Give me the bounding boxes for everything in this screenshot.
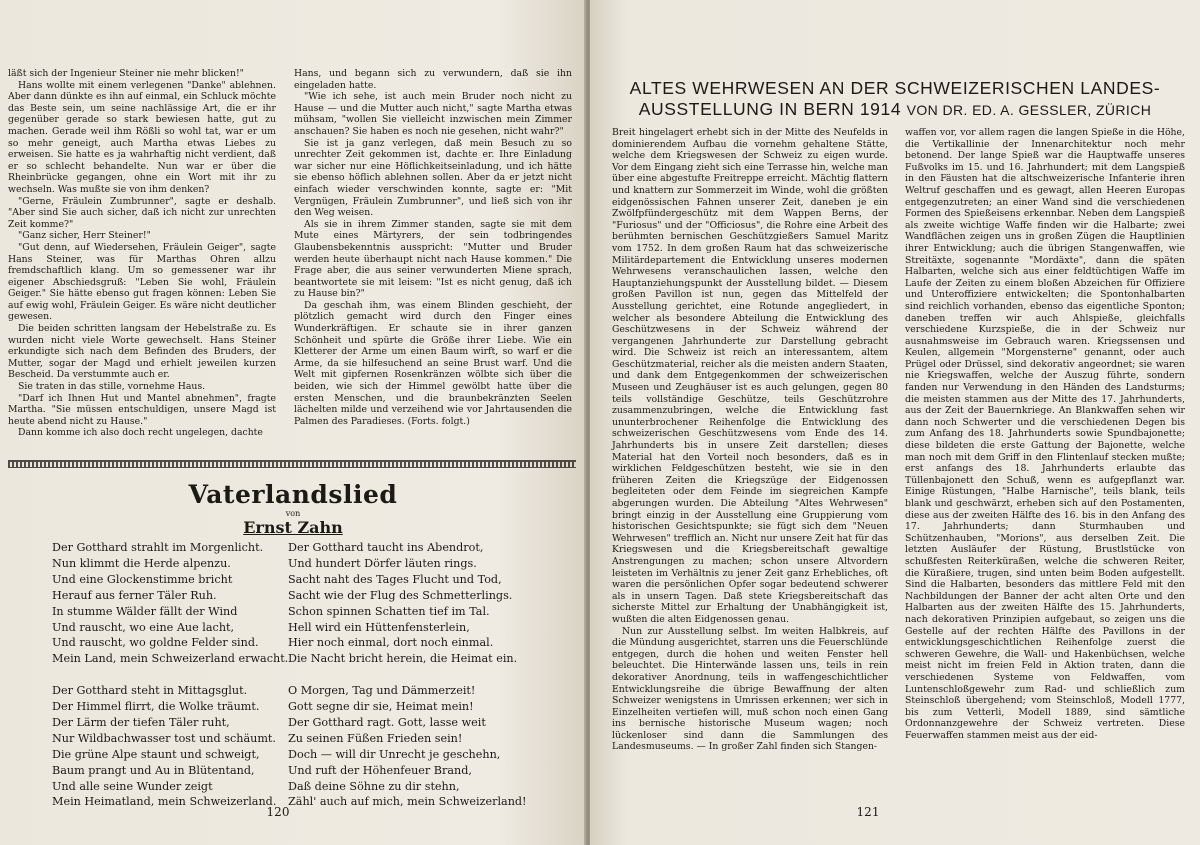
paragraph: Als sie in ihrem Zimmer standen, sagte sie mit dem Mute eines Märtyrers, der sein todbringendes Glaubensbekenntnis ausspricht: "Mutter und Bruder werden heute überhaupt nicht nach Hause kommen." Die Frage aber, die aus seiner verwunderten Miene sprach, beantwortete sie mit leisem: "Ist es nicht genug, daß ich zu Hause bin?" [294, 218, 572, 300]
paragraph: waffen vor, vor allem ragen die langen Spieße in die Höhe, die Vertikallinie der Innenarchitektur noch mehr betonend. Der lange Spieß war die Hauptwaffe unseres Fußvolks im 15. und 16. Jahrhundert; mit dem Langspieß in den Fäusten hat die altschweizerische Infanterie ihren Weltruf geschaffen und es gewagt, allen Heeren Europas entgegenzutreten; an einer Wand sind die verschiedenen Formen des Spießeisens erkennbar. Neben dem Langspieß als zweite wichtige Waffe finden wir die Halbarte; zwei Wandflächen zeigen uns in großen Zügen die Hauptlinien ihrer Entwicklung; auch die übrigen Stangenwaffen, wie Streitäxte, sogenannte "Mordäxte", dann die späten Halbarten, welche sich aus einer feldtüchtigen Waffe im Laufe der Zeiten zu einem bloßen Abzeichen für Offiziere und Unteroffiziere entwickelten; die Spontonhalbarten sind reichlich vorhanden, ebenso das eigentliche Sponton; daneben treffen wir auch Ahlspieße, gleichfalls verschiedene Kurzspieße, die in der Schweiz nur ausnahmsweise im Gebrauch waren. Kriegssensen und Keulen, allgemein "Morgensterne" genannt, oder auch Prügel oder Drüssel, sind dekorativ angeordnet; sie waren nie Kriegswaffen, welche der Auszug führte, sondern fanden nur Verwendung in den Händen des Landsturms; die meisten stammen aus der Mitte des 17. Jahrhunderts, aus der Zeit der Bauernkriege. An Blankwaffen sehen wir dann noch Schwerter und die verschiedenen Degen bis zum Anfang des 18. Jahrhunderts sowie Spundbajonette; diese bildeten die erste Gattung der Bajonette, welche man noch mit dem Griff in den Flintenlauf stecken mußte; erst anfangs des 18. Jahrhunderts erlaubte das Tüllenbajonett den Schuß, wenn es aufgepflanzt war. Einige Rüstungen, "Halbe Harnische", teils blank, teils blank und geschwärzt, erheben sich auf den Postamenten, diese aus der zweiten Hälfte des 16. bis in den Anfang des 17. Jahrhunderts; dann Sturmhauben und Schützenhauben, "Morions", aus derselben Zeit. Die letzten Ausläufer der Rüstung, Brustlstücke von schußfesten Reiterküraßen, welche die schweren Reiter, die Küraßiere, trugen, sind unten beim Boden aufgestellt. Sind die Halbarten, besonders das mittlere Feld mit den Nachbildungen der Banner der acht alten Orte und den Halbarten aus der zweiten Hälfte des 15. Jahrhunderts, nach dekorativen Prinzipien aufgebaut, so zeigen uns die Gestelle auf der rechten Hälfte des Pavillons in der entwicklungsgeschichtlichen Reihenfolge zuerst die schweren Gewehre, die Wall- und Hakenbüchsen, welche meist nicht im freien Feld in Aktion traten, dann die verschiedenen Systeme von Feldwaffen, vom Luntenschloßgewehr zum Rad- und schließlich zum Steinschloß übergehend; vom Steinschloß, Modell 1777, bis zum Vetterli, Modell 1889, sind sämtliche Ordonnanzgewehre der Schweiz vertreten. Diese Feuerwaffen stammen meist aus der eid- [905, 127, 1185, 741]
poem-line: Der Himmel flirrt, die Wolke träumt. [52, 700, 260, 714]
poem-line: Hier noch einmal, dort noch einmal. [288, 636, 494, 650]
poem-line: Und eine Glockenstimme bricht [52, 572, 233, 586]
paragraph: Breit hingelagert erhebt sich in der Mitte des Neufelds in dominierendem Aufbau die vornehm gehaltene Stätte, welche dem Kriegswesen der Schweiz zu eigen wurde. Vor dem Eingang zieht sich eine Terrasse hin, welche man über eine abgestufte Freitreppe erreicht. Mächtig flattern und knattern zur Sommerzeit im Winde, wohl die größten eidgenössischen Fahnen unserer Zeit, daneben je ein Zwölfpfündergeschütz mit dem Wappen Berns, der "Furiosus" und der "Officiosus", die Rohre eine Arbeit des berühmten bernischen Geschützgießers Samuel Maritz vom 1752. In dem großen Raum hat das schweizerische Militärdepartement die Entwicklung unseres modernen Wehrwesens veranschaulichen lassen, welche den Hauptanziehungspunkt der Ausstellung bildet. — Diesem großen Pavillon ist nun, gegen das Mittelfeld der Ausstellung gerichtet, eine Rotunde angegliedert, in welcher als besondere Abteilung die Entwicklung des Geschützwesens in der Schweiz während der vergangenen Jahrhunderte zur Darstellung gebracht wird. Die Schweiz ist reich an interessantem, altem Geschützmaterial, reicher als die meisten andern Staaten, und dank dem Entgegenkommen der schweizerischen Museen und Zeughäuser ist es auch gelungen, gegen 80 teils vollständige Geschütze, teils Geschützrohre zusammenzubringen, welche die Entwicklung fast ununterbrochener Reihenfolge die Entwicklung des schweizerischen Geschützwesens vom Ende des 14. Jahrhunderts bis in unsere Zeit darstellen; dieses Material hat den Vorteil noch besonders, daß es in wirklichen Feldgeschützen besteht, wie sie in den früheren Zeiten die Kriegszüge der Eidgenossen begleiteten oder dem Feinde im siegreichen Kampfe abgerungen wurden. Die Abteilung "Altes Wehrwesen" bringt einzig in der Ausstellung eine Gruppierung vom historischen Gesichtspunkte; sie fügt sich dem "Neuen Wehrwesen" trefflich an. Nicht nur unsere Zeit hat für das Kriegswesen und die Kriegsbereitschaft gewaltige Anstrengungen zu machen; schon unsere Altvordern leisteten im Verhältnis zu jener Zeit ganz Erhebliches, oft waren die persönlichen Opfer sogar bedeutend schwerer als in unsern Tagen. Daß stete Kriegsbereitschaft das sicherste Mittel zur Erhaltung der Unabhängigkeit ist, wußten die alten Eidgenossen genau. [612, 127, 888, 625]
poem-line: Und rauscht, wo eine Aue lacht, [52, 620, 235, 634]
article-title-line-2 [600, 99, 1190, 121]
right-page [590, 0, 1200, 845]
article-column-1 [612, 127, 888, 753]
poem-line: Der Lärm der tiefen Täler ruht, [52, 715, 230, 729]
page-number: 121 [856, 805, 880, 819]
paragraph: läßt sich der Ingenieur Steiner nie mehr blicken!" [8, 68, 244, 79]
poem-line: Zähl' auch auf mich, mein Schweizerland! [288, 795, 527, 809]
article-column-2 [905, 127, 1185, 741]
paragraph: "Gut denn, auf Wiedersehen, Fräulein Geiger", sagte Hans Steiner, was für Marthas Ohren allzu fremdschaftlich klang. Um so gemessener war ihr eigener Abschiedsgruß: "Leben Sie wohl, Fräulein Geiger." Sie hätte ebenso gut fragen können: Leben Sie auf ewig wohl, Fräulein Geiger. Es wäre nicht deutlicher gewesen. [8, 241, 276, 323]
paragraph: Hans wollte mit einem verlegenen "Danke" ablehnen. Aber dann dünkte es ihn auf einmal, ein Schluck möchte das Beste sein, um seine nachlässige Art, die er ihr gegenüber gerade so stark bewiesen hatte, gut zu machen. Gerade weil ihm Rößli so wohl tat, war er um so mehr geneigt, auch Martha etwas Liebes zu erweisen. Sie hatte es ja wahrhaftig nicht verdient, daß er so schlecht behandelte. Nun war er über die Rheinbrücke gegangen, ohne ein Wort mit ihr zu wechseln. Was mußte sie von ihm denken? [8, 79, 276, 195]
paragraph: Dann komme ich also doch recht ungelegen, dachte [18, 427, 263, 439]
poem-author: Ernst Zahn [243, 518, 343, 537]
poem-stanza [288, 540, 527, 667]
poem-line: Gott segne dir sie, Heimat mein! [288, 700, 474, 714]
page-number: 120 [266, 805, 290, 819]
paragraph: Hans, und begann sich zu verwundern, daß sie ihn eingeladen hatte. [294, 68, 572, 91]
poem-line: Doch — will dir Unrecht je geschehn, [288, 747, 501, 761]
poem-line: Und rauscht, wo goldne Felder sind. [52, 636, 259, 650]
poem-line: Der Gotthard strahlt im Morgenlicht. [52, 541, 264, 554]
poem-stanza [52, 683, 288, 810]
poem-line: Und ruft der Höhenfeuer Brand, [288, 763, 472, 777]
paragraph: "Ganz sicher, Herr Steiner!" [18, 230, 151, 242]
article-byline: VON DR. ED. A. GESSLER, ZÜRICH [906, 102, 1152, 118]
poem-line: Sacht wie der Flug des Schmetterlings. [288, 588, 513, 602]
paragraph: "Wie ich sehe, ist auch mein Bruder noch nicht zu Hause — und die Mutter auch nicht," sagte Martha etwas mühsam, "wollen Sie vielleicht inzwischen mein Zimmer anschauen? Sie haben es noch nie gesehen, nicht wahr?" [294, 91, 572, 137]
poem-line: Hell wird ein Hüttenfensterlein, [288, 620, 470, 634]
poem-line: Der Gotthard ragt. Gott, lasse weit [288, 715, 486, 729]
paragraph: Sie ist ja ganz verlegen, daß mein Besuch zu so unrechter Zeit gekommen ist, dachte er. Ihre Einladung war sicher nur eine Höflichkeitseinladung, und ich hätte sie ebenso höflich ablehnen sollen. Aber da er jetzt nicht einfach wieder verschwinden konnte, sagte er: "Mit Vergnügen, Fräulein Zumbrunner", und ließ sich von ihr den Weg weisen. [294, 137, 572, 219]
paragraph: Sie traten in das stille, vornehme Haus. [18, 381, 206, 393]
poem-line: Mein Heimatland, mein Schweizerland. [52, 795, 277, 809]
poem-line: Der Gotthard taucht ins Abendrot, [288, 541, 484, 554]
poem-von: von [285, 509, 301, 518]
article-title [600, 78, 1190, 121]
poem-line: Und hundert Dörfer läuten rings. [288, 556, 477, 570]
poem-line: Mein Land, mein Schweizerland erwacht. [52, 652, 289, 666]
paragraph: "Gerne, Fräulein Zumbrunner", sagte er deshalb. "Aber sind Sie auch sicher, daß ich nicht zur unrechten Zeit komme?" [8, 195, 276, 230]
paragraph: Nun zur Ausstellung selbst. Im weiten Halbkreis, auf die Mündung ausgerichtet, starren uns die Feuerschlünde entgegen, durch die hohen und weiten Fenster hell beleuchtet. Die Hinterwände lassen uns, teils in rein dekorativer Anordnung, teils in waffengeschichtlicher Entwicklungsreihe die übrige Bewaffnung der alten Schweizer wenigstens in Umrissen erkennen; wer sich in Einzelheiten vertiefen will, muß schon noch einen Gang ins bernische historische Museum wagen; noch lückenloser sind dann die Sammlungen des Landesmuseums. — In großer Zahl finden sich Stangen- [612, 625, 888, 753]
poem-title: Vaterlandslied [188, 480, 398, 509]
poem-column-left [52, 540, 288, 826]
article-title-line-1: ALTES WEHRWESEN AN DER SCHWEIZERISCHEN LANDES- [629, 78, 1161, 98]
poem-line: Und alle seine Wunder zeigt [52, 779, 213, 793]
poem-line: Baum prangt und Au in Blütentand, [52, 763, 255, 777]
poem-line: Zu seinen Füßen Frieden sein! [288, 731, 463, 745]
poem-stanza [52, 540, 288, 667]
paragraph: Die beiden schritten langsam der Hebelstraße zu. Es wurden nicht viele Worte gewechselt. Hans Steiner erkundigte sich nach dem Befinden des Bruders, der Mutter, sogar der Magd und erhielt jeweilen kurzen Bescheid. Da verstummte auch er. [8, 323, 276, 381]
section-divider [8, 460, 576, 468]
story-column-2 [294, 68, 572, 427]
story-column-1 [8, 68, 276, 439]
poem-line: Herauf aus ferner Täler Ruh. [52, 588, 217, 602]
poem-line: Die grüne Alpe staunt und schweigt, [52, 747, 260, 761]
article-title-line-2-text: AUSSTELLUNG IN BERN 1914 [638, 99, 902, 119]
poem-column-right [288, 540, 527, 826]
paragraph: "Darf ich Ihnen Hut und Mantel abnehmen", fragte Martha. "Sie müssen entschuldigen, unsere Magd ist heute abend nicht zu Hause." [8, 392, 276, 427]
poem-stanza [288, 683, 527, 810]
poem-line: Sacht naht des Tages Flucht und Tod, [288, 572, 502, 586]
poem-line: Nun klimmt die Herde alpenzu. [52, 556, 231, 570]
poem-line: Schon spinnen Schatten tief im Tal. [288, 604, 490, 618]
poem-line: Der Gotthard steht in Mittagsglut. [52, 684, 248, 698]
paragraph: Da geschah ihm, was einem Blinden geschieht, der plötzlich gemacht wird durch den Finger eines Wunderkräftigen. Er schaute sie in ihrer ganzen Schönheit und spürte die Größe ihrer Liebe. Wie ein Kletterer der Arme um einen Baum wirft, so warf er die Arme, da sie hilfesuchend an seine Brust warf. Und die Welt mit gipfernen Rosenkränzen wölbte sich über die beiden, wie sich der Himmel gewölbt hatte über die ersten Menschen, und die braunbekränzten Seelen lächelten milde und verzeihend wie vor Jahrtausenden die Palmen des Paradieses. (Forts. folgt.) [294, 299, 572, 427]
poem-line: Die Nacht bricht herein, die Heimat ein. [288, 652, 518, 666]
poem-line: O Morgen, Tag und Dämmerzeit! [288, 684, 476, 698]
poem-line: Daß deine Söhne zu dir stehn, [288, 779, 460, 793]
poem-line: Nur Wildbachwasser tost und schäumt. [52, 731, 276, 745]
left-page [0, 0, 586, 845]
poem-line: In stumme Wälder fällt der Wind [52, 604, 238, 618]
